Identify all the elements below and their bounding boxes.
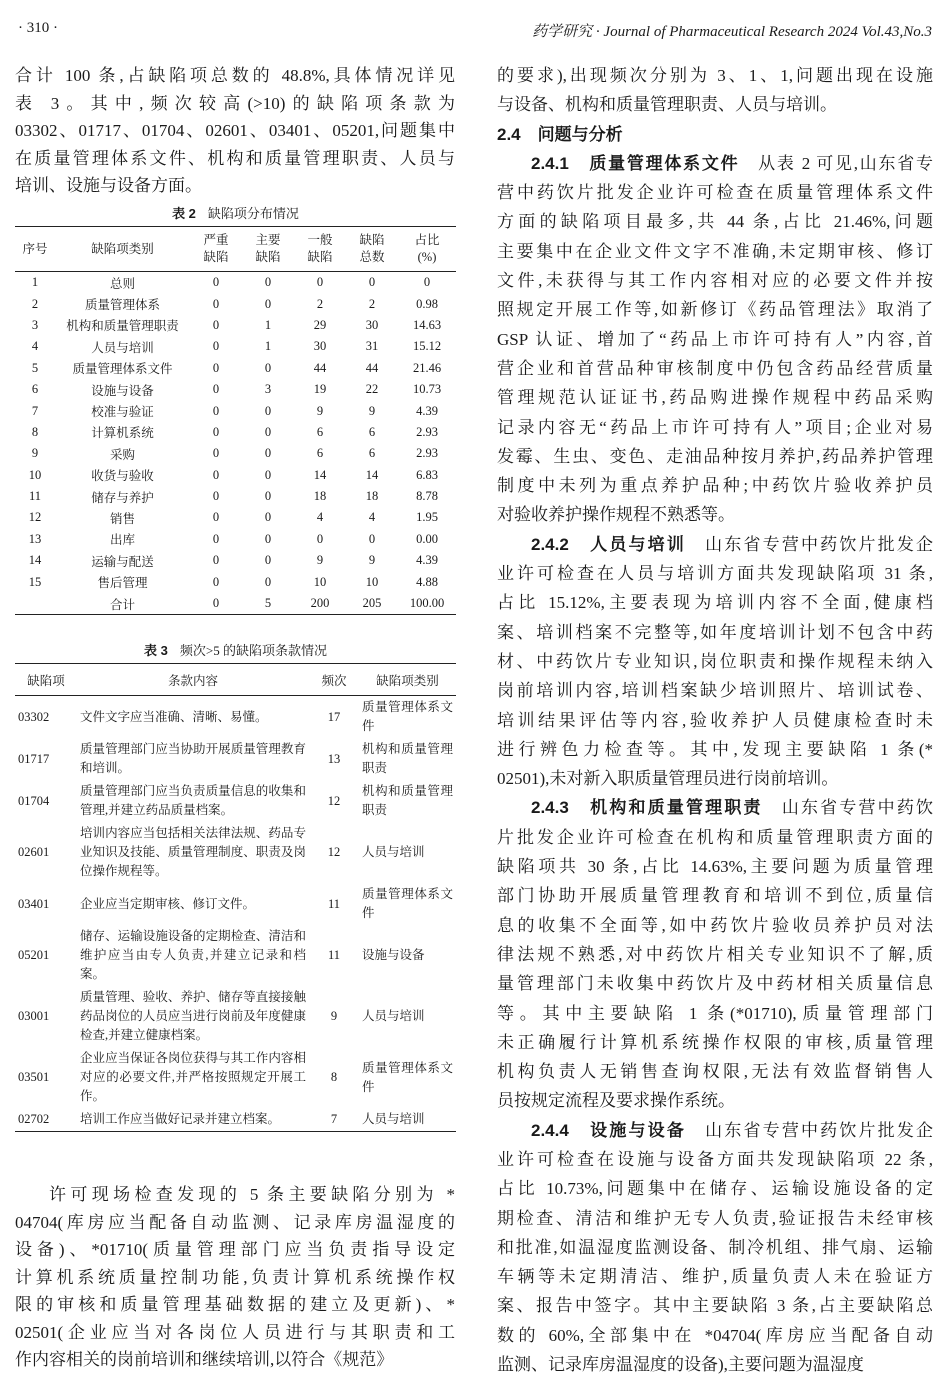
table-cell: 03501 (18, 1070, 50, 1084)
table-cell: 设施与设备 (91, 383, 154, 398)
text-line: 限的审核和质量管理基础数据的建立及更新)、* (15, 1295, 455, 1314)
text-line: 与设备、机构和质量管理职责、人员与培训。 (497, 95, 837, 115)
table-cell: 0 (212, 382, 220, 397)
text-line: 律法规不熟悉,对中药饮片相关专业知识不了解,质 (497, 944, 933, 964)
text-line: 设备)、*01710(质量管理部门应当负责指导设定 (15, 1240, 455, 1259)
table-cell: 9 (368, 553, 376, 568)
table-cell: 文件文字应当准确、清晰、易懂。 (80, 709, 268, 724)
table-row (15, 925, 456, 986)
text-line: 材、中药饮片专业知识,岗位职责和操作规程未纳入 (497, 651, 933, 671)
table-cell: 0 (212, 596, 220, 611)
table-cell: 人员与培训 (362, 845, 425, 859)
table-cell: 0 (212, 531, 220, 546)
table-cell: 0 (212, 275, 220, 290)
table-cell: 机构和质量管理职责 (66, 319, 179, 334)
table-cell: 9 (316, 403, 324, 418)
table-cell: 7 (330, 1112, 338, 1126)
text-line: 山东省专营中药饮片批发企 (685, 1120, 933, 1140)
table-row (15, 1047, 456, 1108)
table-cell: 10 (365, 574, 379, 589)
column-header: 主要 缺陷 (255, 233, 281, 264)
subsection-heading: 2.4.1 质量管理体系文件 (531, 153, 740, 173)
text-line: 表 3。其中,频次较高(>10)的缺陷项条款为 (15, 93, 455, 113)
table-cell: 培训工作应当做好记录并建立档案。 (80, 1112, 281, 1126)
table-2-caption: 表 2 缺陷项分布情况 (172, 206, 299, 221)
table-row (15, 486, 456, 507)
text-line: 山东省专营中药饮片批发企 (685, 534, 933, 554)
table-cell: 31 (365, 339, 379, 354)
table-cell: 0 (212, 489, 220, 504)
table-cell: 0 (316, 275, 324, 290)
table-cell: 企业应当定期审核、修订文件。 (80, 896, 256, 911)
table-cell: 10 (28, 467, 42, 482)
table-cell: 14.63 (412, 317, 442, 332)
table-cell: 12 (28, 510, 42, 525)
journal-header: 药学研究 · Journal of Pharmaceutical Research 2024 Vol.43,No.3 (532, 24, 932, 40)
table-cell: 0.00 (416, 531, 438, 546)
table-cell: 质量管理部门应当协助开展质量管理教育和培训。 (80, 742, 306, 775)
table-cell: 8 (330, 1070, 338, 1084)
table-cell: 9 (316, 553, 324, 568)
text-line: 岗前培训内容,培训档案缺少培训照片、培训试卷、 (497, 681, 933, 701)
right-column (497, 61, 933, 1379)
table-cell: 17 (327, 709, 341, 724)
table-cell: 质量管理、验收、养护、储存等直接接触药品岗位的人员应当进行岗前及年度健康检查,并建立健康档案。 (80, 990, 306, 1042)
table-cell: 19 (313, 382, 327, 397)
table-cell: 2.93 (416, 424, 438, 439)
table-cell: 05201 (18, 948, 50, 962)
table-cell: 机构和质量管理职责 (362, 784, 453, 817)
table-cell: 11 (28, 489, 42, 504)
table-row (15, 780, 456, 822)
text-line: 案、报告中签字。其中主要缺陷 3 条,占主要缺陷总 (497, 1296, 933, 1316)
table-cell: 205 (362, 596, 382, 611)
column-header: 缺陷项类别 (91, 241, 154, 256)
table-row (15, 738, 456, 780)
table-cell: 22 (365, 382, 379, 397)
table-row (15, 550, 456, 571)
table-cell: 14 (28, 553, 42, 568)
table-cell: 03302 (18, 709, 50, 724)
table-row (15, 883, 456, 925)
text-line: 监测、记录库房温湿度的设备),主要问题为温湿度 (497, 1355, 864, 1375)
table-2 (15, 203, 456, 615)
text-line: 期检查、清洁和维护无专人负责,验证报告未经审核 (497, 1208, 933, 1228)
table-cell: 44 (313, 360, 327, 375)
table-cell: 质量管理部门应当负责质量信息的收集和管理,并建立药品质量档案。 (80, 784, 306, 817)
text-line: 缺陷项共 30 条,占比 14.63%,主要问题为质量管理 (497, 857, 933, 877)
text-line: GSP 认证、增加了“药品上市许可持有人”内容,首 (497, 329, 933, 349)
column-header: 条款内容 (167, 673, 218, 688)
text-line: 息的收集不全面等,如中药饮片验收员养护员对法 (497, 915, 933, 935)
text-line: 部门协助开展质量管理教育和培训不到位,质量信 (497, 886, 933, 906)
left-top-paragraph (15, 62, 455, 200)
table-cell: 4 (368, 510, 376, 525)
text-line: 机构负责人无销售查询权限,无法有效监督销售人 (497, 1062, 933, 1082)
text-line: 制度中未列为重点养护品种;中药饮片验收养护员 (497, 476, 933, 496)
table-cell: 质量管理体系文件 (72, 362, 173, 377)
table-row (15, 986, 456, 1047)
table-cell: 9 (368, 403, 376, 418)
subsection-heading: 2.4.4 设施与设备 (531, 1120, 686, 1140)
text-line: 记录内容无“药品上市许可持有人”项目;企业对易 (497, 417, 933, 437)
text-line: 占比 10.73%,问题集中在储存、运输设施设备的定 (497, 1179, 933, 1199)
table-row (15, 315, 456, 336)
column-header: 占比 (%) (414, 233, 440, 264)
table-cell: 6 (316, 446, 324, 461)
text-line: 管理规范认证证书,药品购进操作规程中药品采购 (497, 388, 933, 408)
left-bottom-paragraph (15, 1181, 455, 1374)
table-cell: 2.93 (416, 446, 438, 461)
table-cell: 0 (264, 403, 272, 418)
text-line: 在质量管理体系文件、机构和质量管理职责、人员与 (15, 148, 455, 168)
table-cell: 18 (313, 489, 327, 504)
table-cell: 18 (365, 489, 379, 504)
table-cell: 0 (423, 275, 431, 290)
table-row (15, 571, 456, 592)
table-row (15, 379, 456, 400)
table-cell: 11 (327, 896, 341, 911)
table-cell: 2 (368, 296, 376, 311)
table-cell: 8 (31, 424, 39, 439)
table-cell: 6 (368, 424, 376, 439)
table-cell (15, 593, 55, 615)
table-cell: 30 (365, 317, 379, 332)
column-header: 序号 (22, 241, 48, 256)
text-line: 02501),未对新入职质量管理员进行岗前培训。 (497, 769, 839, 789)
table-3 (15, 640, 456, 1132)
table-cell: 14 (365, 467, 379, 482)
table-cell: 0 (212, 317, 220, 332)
text-line (497, 530, 933, 559)
table-cell: 2 (31, 296, 39, 311)
table-cell: 9 (31, 446, 39, 461)
table-row (15, 443, 456, 464)
table-row (15, 696, 456, 739)
table-cell: 质量管理体系文件 (362, 700, 453, 733)
table-cell: 02702 (18, 1112, 50, 1126)
table-cell: 3 (264, 382, 272, 397)
table-row (15, 422, 456, 443)
subsection-heading: 2.4.3 机构和质量管理职责 (531, 798, 763, 818)
column-header: 缺陷项 (27, 673, 65, 688)
text-line: 03302、01717、01704、02601、03401、05201,问题集中 (15, 121, 455, 140)
table-cell: 13 (327, 751, 341, 766)
table-cell: 03001 (18, 1009, 50, 1023)
column-header: 频次 (321, 673, 347, 688)
table-cell: 0 (264, 489, 272, 504)
text-line: 合计 100 条,占缺陷项总数的 48.8%,具体情况详见 (15, 66, 455, 85)
table-cell: 12 (327, 845, 341, 859)
table-cell: 0 (368, 531, 376, 546)
table-cell: 200 (310, 596, 330, 611)
table-cell: 0 (368, 275, 376, 290)
table-cell: 10 (313, 574, 327, 589)
text-line: 员按规定流程及要求操作系统。 (497, 1091, 735, 1111)
table-cell: 4.39 (416, 553, 438, 568)
table-cell: 100.00 (409, 596, 445, 611)
table-cell: 0 (264, 275, 272, 290)
table-cell: 0 (264, 446, 272, 461)
table-cell: 质量管理体系 (84, 298, 160, 313)
table-row (15, 1108, 456, 1132)
column-header: 一般 缺陷 (307, 233, 333, 264)
table-cell: 售后管理 (97, 576, 148, 591)
table-cell: 0 (212, 403, 220, 418)
table-cell: 0 (212, 360, 220, 375)
text-line: 和批准,如温湿度监测设备、制冷机组、排气扇、运输 (497, 1237, 933, 1257)
table-cell: 1.95 (416, 510, 438, 525)
table-3-caption: 表 3 频次>5 的缺陷项条款情况 (144, 643, 327, 658)
table-cell: 校准与验证 (91, 405, 154, 420)
text-line: 等。其中主要缺陷 1 条(*01710),质量管理部门 (497, 1003, 933, 1023)
table-cell: 0 (264, 467, 272, 482)
table-cell: 销售 (109, 511, 135, 526)
text-line: 02501(企业应当对各岗位人员进行与其职责和工 (15, 1322, 455, 1342)
table-cell: 9 (330, 1009, 338, 1023)
table-cell: 15.12 (412, 339, 442, 354)
table-cell: 6 (316, 424, 324, 439)
text-line: 的要求),出现频次分别为 3、1、1,问题出现在设施 (497, 66, 933, 85)
table-cell: 30 (313, 339, 327, 354)
table-row (15, 358, 456, 379)
table-cell: 5 (31, 360, 39, 375)
text-line: 文件,未获得与其工作内容相对应的必要文件并按 (497, 271, 933, 291)
table-cell: 机构和质量管理职责 (362, 742, 453, 775)
table-cell: 人员与培训 (362, 1009, 425, 1023)
table-cell: 0 (264, 553, 272, 568)
text-line: 对验收养护操作规程不熟悉等。 (497, 505, 735, 525)
table-row (15, 822, 456, 883)
text-line: 业许可检查在设施与设备方面共发现缺陷项 22 条, (497, 1149, 933, 1169)
table-cell: 人员与培训 (362, 1112, 425, 1126)
table-row (15, 529, 456, 550)
table-cell: 13 (28, 531, 42, 546)
table-row (15, 400, 456, 421)
table-cell: 0 (264, 574, 272, 589)
table-cell: 8.78 (416, 489, 438, 504)
text-line: 营企业和首营品种审核制度中仍包含药品经营质量 (497, 358, 933, 378)
text-line: 主要集中在企业文件文字不准确,未定期审核、修订 (497, 241, 933, 261)
table-cell: 01717 (18, 751, 50, 766)
table-cell: 4.88 (416, 574, 438, 589)
table-cell: 1 (264, 339, 272, 354)
table-cell: 44 (365, 360, 379, 375)
table-cell: 收货与验收 (91, 469, 154, 484)
text-line (497, 149, 933, 178)
table-cell: 运输与配送 (91, 554, 154, 569)
section-heading: 2.4 问题与分析 (497, 124, 623, 144)
text-line: 业许可检查在人员与培训方面共发现缺陷项 31 条, (497, 564, 933, 584)
table-row (15, 507, 456, 528)
table-cell: 01704 (18, 793, 50, 808)
table-cell: 0 (264, 296, 272, 311)
page-number: · 310 · (18, 20, 58, 36)
text-line: 照规定开展工作等,如新修订《药品管理法》取消了 (497, 300, 933, 320)
text-line: 未正确履行计算机系统操作权限的审核,质量管理 (497, 1032, 933, 1052)
text-line (497, 1116, 933, 1145)
table-cell: 0 (212, 467, 220, 482)
table-cell: 设施与设备 (362, 948, 425, 962)
table-row (15, 336, 456, 357)
text-line: 方面的缺陷项目最多,共 44 条,占比 21.46%,问题 (497, 212, 933, 232)
table-cell: 1 (264, 317, 272, 332)
table-cell: 质量管理体系文件 (362, 1060, 453, 1094)
text-line: 营中药饮片批发企业许可检查在质量管理体系文件 (497, 183, 933, 203)
subsection-heading: 2.4.2 人员与培训 (531, 534, 686, 554)
table-cell: 0 (212, 553, 220, 568)
table-cell: 0 (264, 510, 272, 525)
table-cell: 合计 (109, 597, 135, 612)
table-cell: 12 (327, 793, 341, 808)
table-cell: 5 (264, 596, 272, 611)
text-line: 占比 15.12%,主要表现为培训内容不全面,健康档 (497, 593, 933, 613)
table-cell: 29 (313, 317, 327, 332)
text-line: 发霉、生虫、变色、走油品种按月养护,药品养护管理 (497, 446, 933, 466)
table-cell: 6.83 (416, 467, 438, 482)
table-cell: 0 (212, 510, 220, 525)
table-cell: 2 (316, 296, 324, 311)
table-cell: 6 (31, 382, 39, 397)
table-cell: 0 (264, 360, 272, 375)
table-cell: 质量管理体系文件 (362, 887, 453, 920)
table-cell: 03401 (18, 896, 50, 911)
text-line: 从表 2 可见,山东省专 (739, 153, 934, 173)
table-cell: 11 (327, 948, 341, 962)
table-cell: 0 (212, 574, 220, 589)
table-cell: 0 (264, 424, 272, 439)
table-cell: 0 (212, 339, 220, 354)
table-cell: 企业应当保证各岗位获得与其工作内容相对应的必要文件,并严格按照规定开展工作。 (80, 1051, 306, 1103)
table-row (15, 293, 456, 314)
text-line: 进行辨色力检查等。其中,发现主要缺陷 1 条(* (497, 739, 933, 759)
text-line: 许可现场检查发现的 5 条主要缺陷分别为 * (49, 1185, 455, 1204)
table-cell: 培训内容应当包括相关法律法规、药品专业知识及技能、质量管理制度、职责及岗位操作规程等。 (80, 826, 306, 878)
table-row (15, 593, 456, 615)
table-row (15, 465, 456, 486)
table-cell: 储存、运输设施设备的定期检查、清洁和维护应当由专人负责,并建立记录和档案。 (80, 929, 306, 981)
text-line: 量管理部门未收集中药饮片及中药材相关质量信息 (497, 974, 933, 994)
table-cell: 21.46 (412, 360, 442, 375)
table-cell: 0 (212, 446, 220, 461)
table-cell: 1 (31, 275, 39, 290)
table-cell: 人员与培训 (91, 340, 154, 355)
table-cell: 3 (31, 317, 39, 332)
text-line: 作内容相关的岗前培训和继续培训,以符合《规范》 (15, 1350, 394, 1369)
text-line: 案、培训档案不完整等,如年度培训计划不包含中药 (497, 622, 933, 642)
text-line: 04704(库房应当配备自动监测、记录库房温湿度的 (15, 1212, 455, 1232)
table-row (15, 272, 456, 294)
table-cell: 采购 (109, 447, 135, 462)
text-line: 片批发企业许可检查在机构和质量管理职责方面的 (497, 827, 933, 847)
table-cell: 4.39 (416, 403, 438, 418)
text-line: 数的 60%,全部集中在 *04704(库房应当配备自动 (497, 1325, 933, 1345)
table-cell: 14 (313, 467, 327, 482)
table-cell: 15 (28, 574, 42, 589)
table-cell: 0 (212, 424, 220, 439)
text-line: 车辆等未定期清洁、维护,质量负责人未在验证方 (497, 1267, 933, 1287)
text-line: 计算机系统质量控制功能,负责计算机系统操作权 (15, 1267, 455, 1287)
table-cell: 6 (368, 446, 376, 461)
table-cell: 计算机系统 (91, 426, 154, 441)
table-cell: 总则 (109, 276, 135, 291)
table-cell: 0.98 (416, 296, 438, 311)
column-header: 缺陷 总数 (359, 233, 385, 264)
text-line: 培训、设施与设备方面。 (15, 176, 202, 195)
table-cell: 02601 (18, 845, 50, 859)
table-cell: 4 (31, 339, 39, 354)
table-cell: 0 (212, 296, 220, 311)
text-line: 培训结果评估等内容,验收养护人员健康检查时未 (497, 710, 933, 730)
column-header: 严重 缺陷 (203, 233, 229, 264)
table-cell: 7 (31, 403, 39, 418)
text-line (497, 793, 933, 822)
table-cell: 储存与养护 (91, 490, 154, 505)
table-cell: 0 (264, 531, 272, 546)
table-cell: 出库 (109, 533, 135, 548)
column-header: 缺陷项类别 (376, 673, 439, 688)
text-line: 山东省专营中药饮 (762, 798, 933, 818)
table-cell: 4 (316, 510, 324, 525)
table-cell: 0 (316, 531, 324, 546)
table-cell: 10.73 (412, 382, 442, 397)
